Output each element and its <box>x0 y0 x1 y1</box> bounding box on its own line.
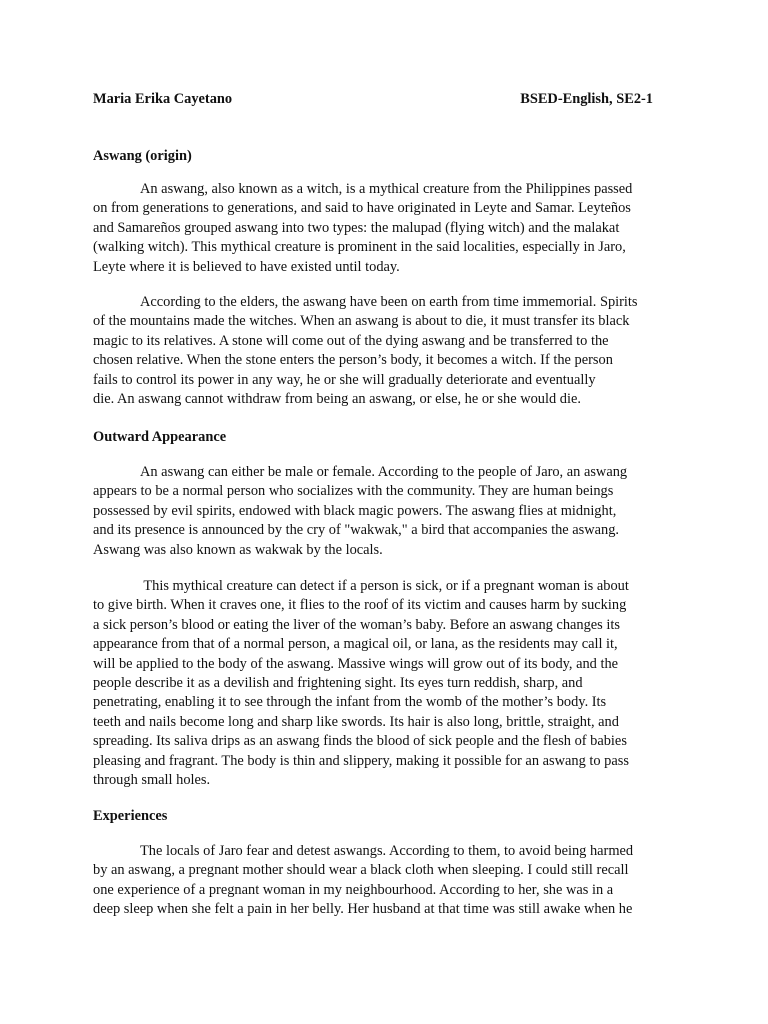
text-line: and Samareños grouped aswang into two types: the malupad (flying witch) and the malakat <box>93 219 620 236</box>
text-line: to give birth. When it craves one, it flies to the roof of its victim and causes harm by sucking <box>93 597 627 614</box>
section-heading-experiences: Experiences <box>93 808 168 824</box>
text-line: (walking witch). This mythical creature is prominent in the said localities, especially in Jaro, <box>93 239 626 256</box>
text-line: spreading. Its saliva drips as an aswang finds the blood of sick people and the flesh of babies <box>93 733 627 750</box>
text-line: will be applied to the body of the aswang. Massive wings will grow out of its body, and the <box>93 655 619 672</box>
text-line: one experience of a pregnant woman in my neighbourhood. According to her, she was in a <box>93 881 614 898</box>
text-line: a sick person’s blood or eating the liver of the woman’s baby. Before an aswang changes its <box>93 616 620 633</box>
text-line: The locals of Jaro fear and detest aswangs. According to them, to avoid being harmed <box>140 843 634 859</box>
text-line: die. An aswang cannot withdraw from being an aswang, or else, he or she would die. <box>93 391 581 408</box>
text-line: Aswang was also known as wakwak by the locals. <box>93 541 383 558</box>
paragraph-origin-1 <box>93 180 683 277</box>
text-line: An aswang, also known as a witch, is a mythical creature from the Philippines passed <box>140 181 633 197</box>
text-line: of the mountains made the witches. When an aswang is about to die, it must transfer its black <box>93 313 630 330</box>
text-line: through small holes. <box>93 772 211 789</box>
course-section: BSED-English, SE2-1 <box>520 91 653 107</box>
text-line: by an aswang, a pregnant mother should wear a black cloth when sleeping. I could still recall <box>93 862 629 879</box>
text-line: This mythical creature can detect if a person is sick, or if a pregnant woman is about <box>140 578 629 594</box>
text-line: teeth and nails become long and sharp like swords. Its hair is also long, brittle, straight, and <box>93 713 619 730</box>
text-line: pleasing and fragrant. The body is thin and slippery, making it possible for an aswang to pass <box>93 752 629 769</box>
text-line: people describe it as a devilish and frightening sight. Its eyes turn reddish, sharp, and <box>93 675 583 692</box>
text-line: possessed by evil spirits, endowed with black magic powers. The aswang flies at midnight, <box>93 502 617 519</box>
document-header <box>93 90 675 109</box>
text-line: appears to be a normal person who socializes with the community. They are human beings <box>93 483 614 500</box>
text-line: and its presence is announced by the cry of "wakwak," a bird that accompanies the aswang. <box>93 522 620 539</box>
text-line: fails to control its power in any way, he or she will gradually deteriorate and eventually <box>93 371 596 388</box>
text-line: According to the elders, the aswang have been on earth from time immemorial. Spirits <box>140 294 638 310</box>
text-line: Leyte where it is believed to have existed until today. <box>93 258 400 275</box>
text-line: on from generations to generations, and said to have originated in Leyte and Samar. Leyteños <box>93 200 631 217</box>
text-line: deep sleep when she felt a pain in her belly. Her husband at that time was still awake when he <box>93 901 633 918</box>
text-line: chosen relative. When the stone enters the person’s body, it becomes a witch. If the person <box>93 352 613 369</box>
paragraph-experiences-1 <box>93 842 683 920</box>
section-heading-origin: Aswang (origin) <box>93 148 192 164</box>
text-line: An aswang can either be male or female. According to the people of Jaro, an aswang <box>140 464 628 480</box>
paragraph-origin-2 <box>93 293 683 409</box>
text-line: magic to its relatives. A stone will come out of the dying aswang and be transferred to the <box>93 332 609 349</box>
author-name: Maria Erika Cayetano <box>93 91 233 107</box>
text-line: appearance from that of a normal person, a magical oil, or lana, as the residents may call it, <box>93 636 618 653</box>
section-heading-appearance: Outward Appearance <box>93 429 227 445</box>
paragraph-appearance-1 <box>93 463 683 560</box>
paragraph-appearance-2 <box>93 577 683 790</box>
text-line: penetrating, enabling it to see through the infant from the womb of the mother’s body. Its <box>93 694 607 711</box>
